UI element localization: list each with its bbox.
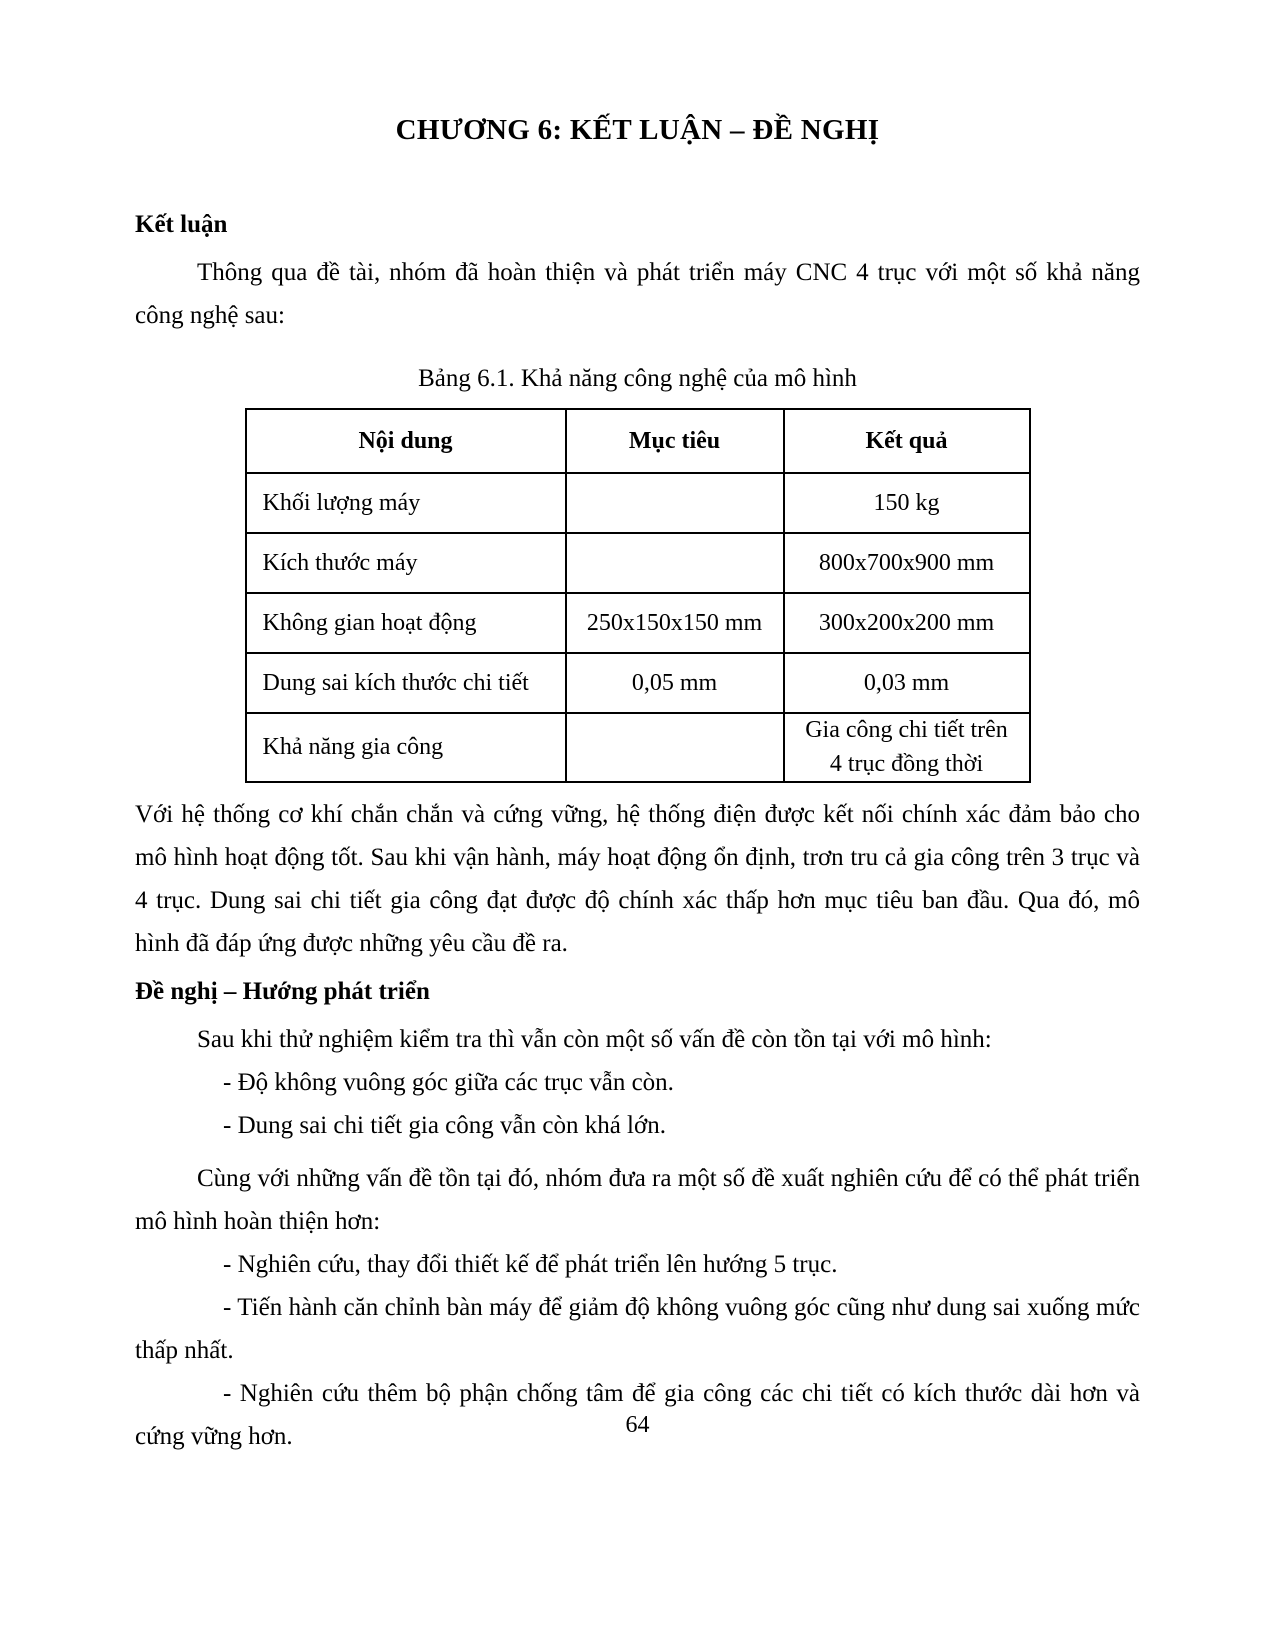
table-caption: Bảng 6.1. Khả năng công nghệ của mô hình <box>418 365 857 393</box>
proposal-item: - Nghiên cứu, thay đổi thiết kế để phát triển lên hướng 5 trục. <box>223 1251 838 1279</box>
table-row <box>246 533 1030 593</box>
issue-item: - Độ không vuông góc giữa các trục vẫn còn. <box>223 1069 674 1097</box>
table-header-cell-noi-dung: Nội dung <box>246 409 566 473</box>
table-cell-target: 250x150x150 mm <box>566 593 784 653</box>
table-cell-result-line-1: Gia công chi tiết trên <box>805 717 1008 744</box>
table-cell-target <box>566 473 784 533</box>
specification-table <box>245 408 1031 782</box>
table-cell-result: 0,03 mm <box>784 653 1030 713</box>
table-cell-result: 800x700x900 mm <box>784 533 1030 593</box>
table-cell-result: 150 kg <box>784 473 1030 533</box>
table-cell-target <box>566 533 784 593</box>
recommendation-paragraph-1: Sau khi thử nghiệm kiểm tra thì vẫn còn một số vấn đề còn tồn tại với mô hình: <box>197 1026 992 1054</box>
section-heading-recommendation: Đề nghị – Hướng phát triển <box>135 977 430 1005</box>
table-row <box>246 593 1030 653</box>
section-heading-conclusion: Kết luận <box>135 210 228 238</box>
table-header-row <box>246 409 1030 473</box>
table-cell-result-line-2: 4 trục đồng thời <box>829 750 984 777</box>
conclusion-intro-paragraph: Thông qua đề tài, nhóm đã hoàn thiện và phát triển máy CNC 4 trục với một số khả năng công nghệ sau: <box>135 259 1140 330</box>
table-cell-name: Dung sai kích thước chi tiết <box>246 653 566 713</box>
proposal-item: - Tiến hành căn chỉnh bàn máy để giảm độ không vuông góc cũng như dung sai xuống mức thấp nhất. <box>135 1294 1140 1365</box>
page-number: 64 <box>625 1412 650 1438</box>
table-row <box>246 473 1030 533</box>
table-cell-name: Khả năng gia công <box>246 713 566 781</box>
proposal-item: - Nghiên cứu thêm bộ phận chống tâm để gia công các chi tiết có kích thước dài hơn và cứng vững hơn. <box>135 1380 1140 1451</box>
conclusion-summary-paragraph: Với hệ thống cơ khí chắn chắn và cứng vững, hệ thống điện được kết nối chính xác đảm bảo cho mô hình hoạt động tốt. Sau khi vận hành, máy hoạt động ổn định, trơn tru cả gia công trên 3 trục và 4 trục. Dung sai chi tiết gia công đạt được độ chính xác thấp hơn mục tiêu ban đầu. Qua đó, mô hình đã đáp ứng được những yêu cầu đề ra. <box>135 800 1140 957</box>
table-row <box>246 713 1030 781</box>
table-row <box>246 653 1030 713</box>
table-cell-result <box>784 713 1030 781</box>
table-cell-target: 0,05 mm <box>566 653 784 713</box>
recommendation-paragraph-2: Cùng với những vấn đề tồn tại đó, nhóm đưa ra một số đề xuất nghiên cứu để có thể phát triển mô hình hoàn thiện hơn: <box>135 1165 1140 1236</box>
table-cell-target <box>566 713 784 781</box>
table-cell-name: Kích thước máy <box>246 533 566 593</box>
issue-item: - Dung sai chi tiết gia công vẫn còn khá lớn. <box>223 1112 666 1140</box>
table-header-cell-ket-qua: Kết quả <box>784 409 1030 473</box>
table-header-cell-muc-tieu: Mục tiêu <box>566 409 784 473</box>
table-cell-result: 300x200x200 mm <box>784 593 1030 653</box>
table-cell-name: Không gian hoạt động <box>246 593 566 653</box>
page-title: CHƯƠNG 6: KẾT LUẬN – ĐỀ NGHỊ <box>395 114 880 146</box>
table-cell-name: Khối lượng máy <box>246 473 566 533</box>
